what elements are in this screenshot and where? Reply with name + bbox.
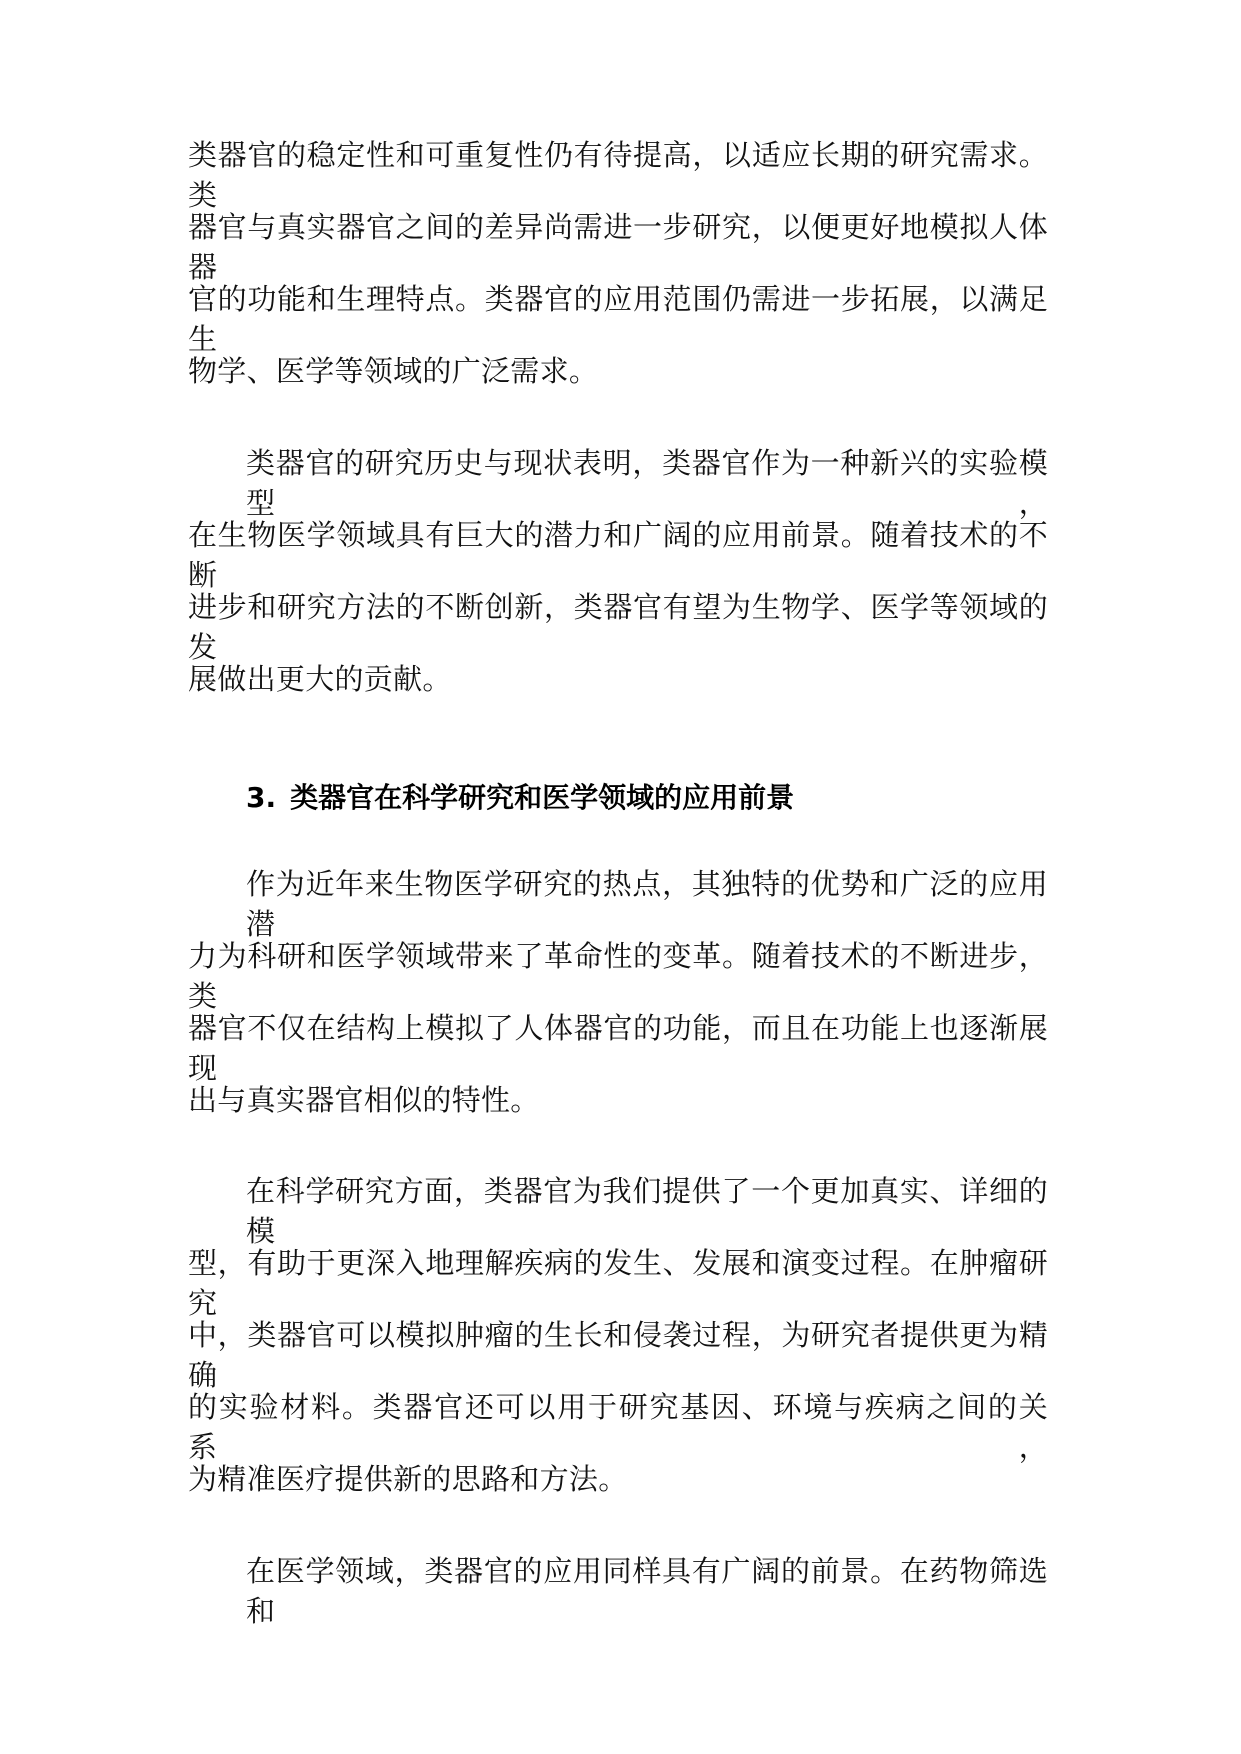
section-heading-title: 类器官在科学研究和医学领域的应用前景: [290, 781, 795, 814]
paragraph-2-line-1: 类器官的研究历史与现状表明，类器官作为一种新兴的实验模型，: [246, 446, 1048, 520]
paragraph-3-line-2: 力为科研和医学领域带来了革命性的变革。随着技术的不断进步，类: [188, 939, 1048, 1013]
paragraph-2-line-4: 展做出更大的贡献。: [188, 662, 452, 696]
section-heading-number: 3.: [246, 781, 277, 814]
paragraph-4-line-5: 为精准医疗提供新的思路和方法。: [188, 1462, 628, 1496]
paragraph-4-line-1: 在科学研究方面，类器官为我们提供了一个更加真实、详细的模: [246, 1174, 1048, 1248]
paragraph-3-line-1: 作为近年来生物医学研究的热点，其独特的优势和广泛的应用潜: [246, 867, 1048, 941]
paragraph-2-line-2: 在生物医学领域具有巨大的潜力和广阔的应用前景。随着技术的不断: [188, 518, 1048, 592]
paragraph-1-line-4: 物学、医学等领域的广泛需求。: [188, 354, 599, 388]
paragraph-1-line-3: 官的功能和生理特点。类器官的应用范围仍需进一步拓展，以满足生: [188, 282, 1048, 356]
paragraph-1-line-1: 类器官的稳定性和可重复性仍有待提高，以适应长期的研究需求。类: [188, 138, 1048, 212]
paragraph-5-line-1: 在医学领域，类器官的应用同样具有广阔的前景。在药物筛选和: [246, 1554, 1048, 1628]
paragraph-4-line-3: 中，类器官可以模拟肿瘤的生长和侵袭过程，为研究者提供更为精确: [188, 1318, 1048, 1392]
paragraph-4-line-4: 的实验材料。类器官还可以用于研究基因、环境与疾病之间的关系，: [188, 1390, 1048, 1464]
section-heading: [246, 778, 794, 818]
paragraph-1-line-2: 器官与真实器官之间的差异尚需进一步研究，以便更好地模拟人体器: [188, 210, 1048, 284]
paragraph-3-line-3: 器官不仅在结构上模拟了人体器官的功能，而且在功能上也逐渐展现: [188, 1011, 1048, 1085]
paragraph-3-line-4: 出与真实器官相似的特性。: [188, 1083, 540, 1117]
paragraph-4-line-2: 型，有助于更深入地理解疾病的发生、发展和演变过程。在肿瘤研究: [188, 1246, 1048, 1320]
paragraph-2-line-3: 进步和研究方法的不断创新，类器官有望为生物学、医学等领域的发: [188, 590, 1048, 664]
